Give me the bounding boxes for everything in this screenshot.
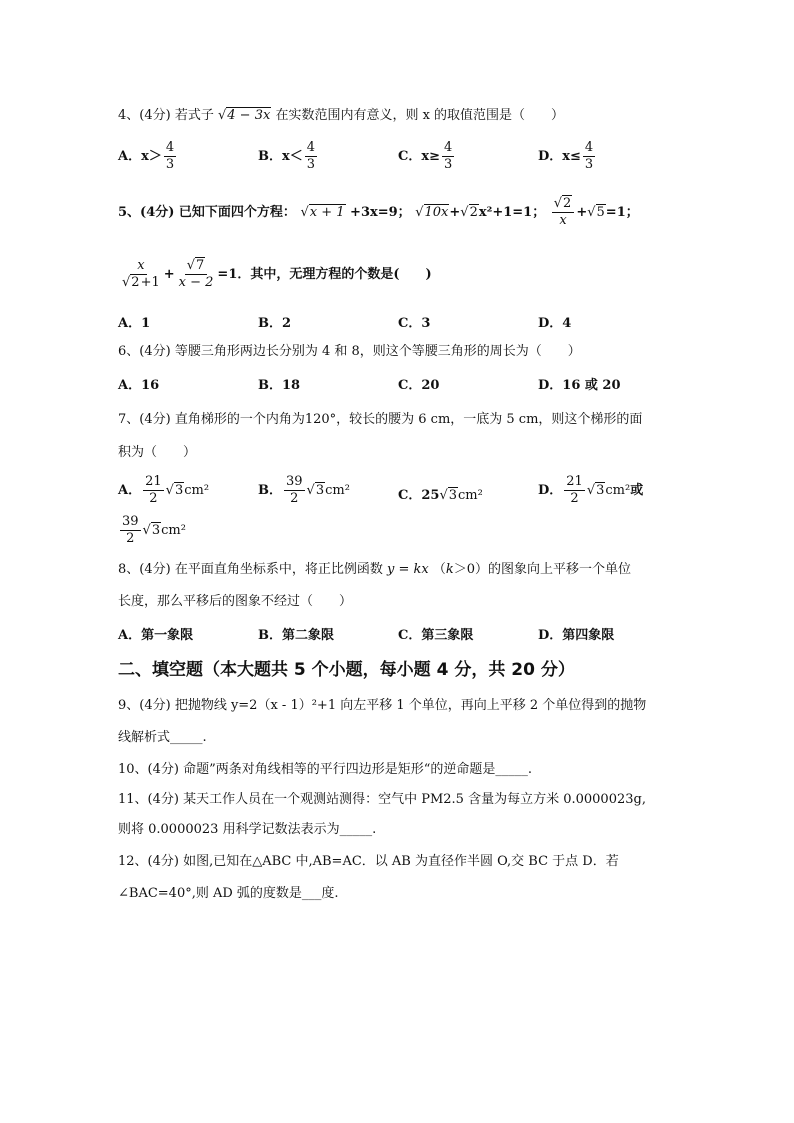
fraction: $\frac{21}{2}$ (566, 474, 583, 506)
q5-option-b[interactable]: B．2 (258, 316, 292, 331)
fraction: $\frac{4}{3}$ (306, 140, 316, 172)
question-5-stem-line1: 5、(4分) 已知下面四个方程： √x + 1 +3x=9； √10x+√2x²+1=1； $\frac{√2}{x}$ +√5=1； (118, 196, 639, 228)
q5-option-c[interactable]: C．3 (398, 316, 431, 331)
fraction: $\frac{4}{3}$ (584, 140, 594, 172)
question-8-stem-line2: 长度，那么平移后的图象不经过（ ） (118, 594, 353, 609)
question-9-line2: 线解析式_____. (118, 730, 207, 745)
question-8-stem-line1: 8、(4分) 在平面直角坐标系中，将正比例函数 y = kx （k＞0）的图象向上平移一个单位 (118, 562, 632, 577)
fraction: $\frac{21}{2}$ (145, 474, 162, 506)
fraction: $\frac{x}{√2+1}$ (122, 258, 160, 290)
radicand: 4 − 3x (227, 108, 271, 123)
q7-option-d[interactable]: D． $\frac{21}{2}$ √3cm²或 (538, 474, 644, 506)
question-9-line1: 9、(4分) 把抛物线 y=2（x - 1）²+1 向左平移 1 个单位，再向上平移 2 个单位得到的抛物 (118, 698, 647, 713)
question-10-line1: 10、(4分) 命题”两条对角线相等的平行四边形是矩形“的逆命题是_____. (118, 762, 533, 777)
fraction: $\frac{4}{3}$ (444, 140, 453, 172)
q5-option-d[interactable]: D．4 (538, 316, 572, 331)
q7-option-a[interactable]: A． $\frac{21}{2}$ √3cm² (118, 474, 210, 506)
q6-option-d[interactable]: D．16 或 20 (538, 378, 621, 393)
q8-option-c[interactable]: C．第三象限 (398, 628, 474, 643)
fraction: $\frac{4}{3}$ (165, 140, 175, 172)
q7-option-b[interactable]: B． $\frac{39}{2}$ √3cm² (258, 474, 350, 506)
q5-option-a[interactable]: A．1 (118, 316, 151, 331)
question-5-stem-line2: $\frac{x}{√2+1}$ + $\frac{√7}{x - 2}$ =1．其中，无理方程的个数是( ) (122, 258, 432, 290)
fraction: $\frac{√7}{x - 2}$ (178, 258, 214, 290)
section-heading: 二、填空题（本大题共 5 个小题，每小题 4 分，共 20 分） (118, 660, 575, 680)
q6-option-a[interactable]: A．16 (118, 378, 160, 393)
q8-option-a[interactable]: A．第一象限 (118, 628, 194, 643)
q6-option-b[interactable]: B．18 (258, 378, 301, 393)
fraction: $\frac{√2}{x}$ (552, 196, 575, 229)
question-4-stem: 4、(4分) 若式子 √4 − 3x 在实数范围内有意义，则 x 的取值范围是（ ） (118, 108, 565, 123)
fraction: $\frac{39}{2}$ (286, 474, 303, 506)
q4-option-b[interactable]: B．x＜ $\frac{4}{3}$ (258, 140, 316, 172)
question-11-line2: 则将 0.0000023 用科学记数法表示为_____. (118, 822, 377, 837)
sqrt-symbol: √4 − 3x (217, 108, 271, 123)
q6-option-c[interactable]: C．20 (398, 378, 440, 393)
question-12-line1: 12、(4分) 如图,已知在△ABC 中,AB=AC．以 AB 为直径作半圆 O,交 BC 于点 D．若 (118, 854, 619, 869)
q4-option-a[interactable]: A．x＞ $\frac{4}{3}$ (118, 140, 175, 172)
q7-option-d-continued: $\frac{39}{2}$ √3cm² (122, 514, 186, 546)
question-11-line1: 11、(4分) 某天工作人员在一个观测站测得：空气中 PM2.5 含量为每立方米 0.0000023g, (118, 792, 646, 807)
question-7-stem-line1: 7、(4分) 直角梯形的一个内角为120°，较长的腰为 6 cm，一底为 5 cm，则这个梯形的面 (118, 412, 643, 427)
q4-option-d[interactable]: D．x≤ $\frac{4}{3}$ (538, 140, 594, 172)
q7-option-c[interactable]: C．25√3cm² (398, 488, 483, 503)
q8-option-d[interactable]: D．第四象限 (538, 628, 615, 643)
question-12-line2: ∠BAC=40°,则 AD 弧的度数是___度. (118, 886, 339, 901)
question-6-stem: 6、(4分) 等腰三角形两边长分别为 4 和 8，则这个等腰三角形的周长为（ ） (118, 344, 581, 359)
q4-option-c[interactable]: C．x≥ $\frac{4}{3}$ (398, 140, 453, 172)
fraction: $\frac{39}{2}$ (122, 514, 139, 546)
question-7-stem-line2: 积为（ ） (118, 445, 197, 460)
q8-option-b[interactable]: B．第二象限 (258, 628, 334, 643)
